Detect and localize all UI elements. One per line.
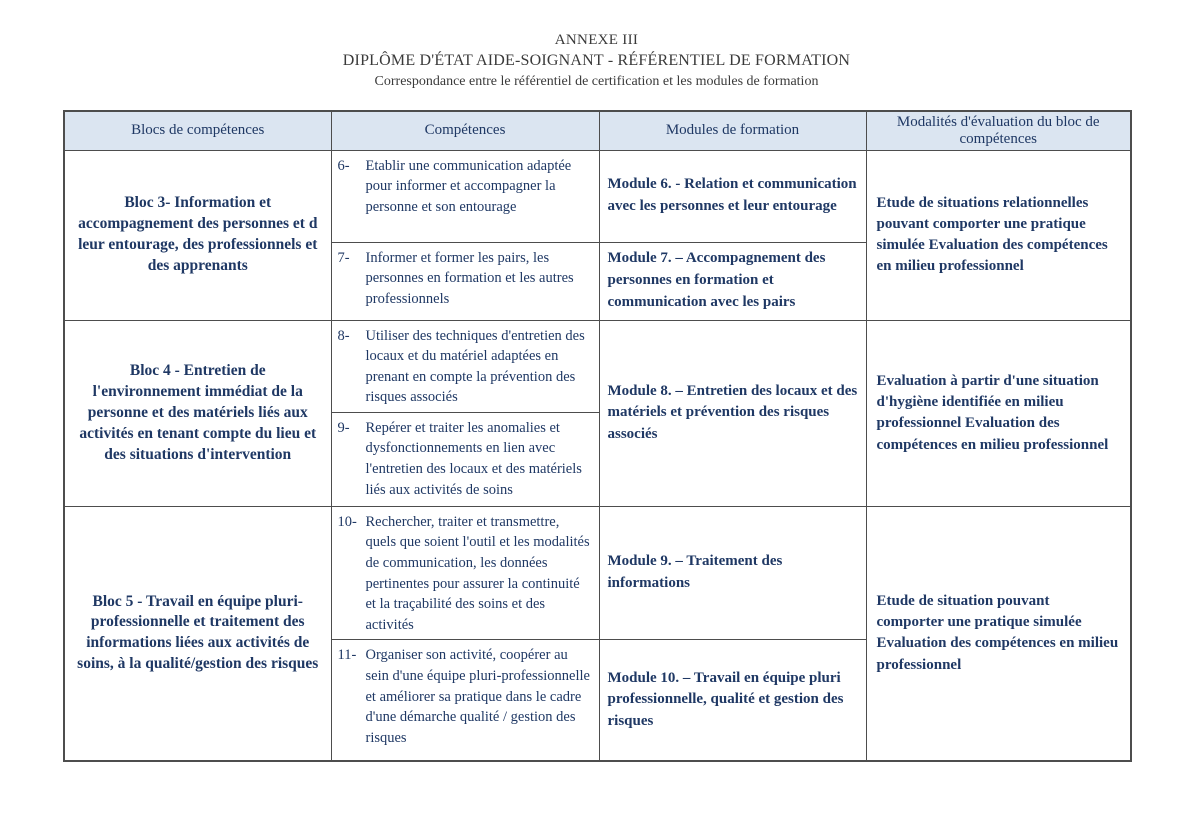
table-header-row: [64, 111, 1131, 150]
module-9-cell: Module 9. – Traitement des informations: [599, 506, 866, 639]
module-8-cell: Module 8. – Entretien des locaux et des matériels et prévention des risques associés: [599, 320, 866, 506]
competence-11-number: 11-: [337, 647, 357, 664]
competence-8-text: Utiliser des techniques d'entretien des locaux et du matériel adaptées en prenant en compte la prévention des risques associés: [365, 327, 585, 406]
competence-7-text: Informer et former les pairs, les personnes en formation et les autres professionnels: [365, 249, 574, 307]
competence-8-cell: [331, 320, 599, 412]
competence-11-cell: [331, 640, 599, 761]
table-row-bloc5-a: [64, 506, 1131, 639]
competence-6-cell: [331, 150, 599, 242]
evaluation-bloc-4-cell: Evaluation à partir d'une situation d'hygiène identifiée en milieu professionnel Evaluation des compétences en milieu professionnel: [866, 320, 1131, 506]
bloc-5-title-cell: Bloc 5 - Travail en équipe pluri-professionnelle et traitement des informations liées aux activités de soins, à la qualité/gestion des risques: [64, 506, 331, 760]
module-10-cell: Module 10. – Travail en équipe pluri professionnelle, qualité et gestion des risques: [599, 640, 866, 761]
column-header-competences: Compétences: [331, 111, 599, 150]
competence-6-number: 6-: [337, 157, 350, 174]
competence-7-number: 7-: [337, 249, 350, 266]
competence-9-number: 9-: [337, 419, 350, 436]
document-subtitle: Correspondance entre le référentiel de certification et les modules de formation: [374, 74, 819, 89]
evaluation-bloc-3-cell: Etude de situations relationnelles pouvant comporter une pratique simulée Evaluation des compétences en milieu professionnel: [866, 150, 1131, 320]
column-header-modalites-evaluation: Modalités d'évaluation du bloc de compétences: [866, 111, 1131, 150]
competence-10-item: [338, 512, 594, 635]
competence-8-item: [338, 326, 594, 408]
correspondence-table: [63, 110, 1132, 762]
competence-9-item: [338, 418, 594, 500]
competence-7-item: [338, 248, 594, 310]
column-header-modules-de-formation: Modules de formation: [599, 111, 866, 150]
document-title-block: [0, 32, 1193, 90]
bloc-4-title-cell: Bloc 4 - Entretien de l'environnement immédiat de la personne et des matériels liés aux activités en tenant compte du lieu et des situations d'intervention: [64, 320, 331, 506]
competence-9-cell: [331, 412, 599, 506]
document-main-title: DIPLÔME D'ÉTAT AIDE-SOIGNANT - RÉFÉRENTIEL DE FORMATION: [342, 52, 851, 69]
table-row-bloc4-a: [64, 320, 1131, 412]
competence-11-text: Organiser son activité, coopérer au sein d'une équipe pluri-professionnelle et améliorer sa pratique dans le cadre d'une démarche qualité / gestion des risques: [365, 647, 590, 746]
bloc-3-title-cell: Bloc 3- Information et accompagnement des personnes et d leur entourage, des professionnels et des apprenants: [64, 150, 331, 320]
module-6-cell: Module 6. - Relation et communication avec les personnes et leur entourage: [599, 150, 866, 242]
table-row-bloc3-a: [64, 150, 1131, 242]
competence-10-cell: [331, 506, 599, 639]
competence-6-item: [338, 156, 594, 218]
annex-number-title: ANNEXE III: [554, 32, 639, 48]
competence-9-text: Repérer et traiter les anomalies et dysfonctionnements en lien avec l'entretien des locaux et des matériels liés aux activités de soins: [365, 419, 582, 498]
module-7-cell: Module 7. – Accompagnement des personnes en formation et communication avec les pairs: [599, 242, 866, 320]
competence-10-text: Rechercher, traiter et transmettre, quels que soient l'outil et les modalités de communication, les données pertinentes pour assurer la continuité et la traçabilité des soins et des activités: [365, 513, 590, 633]
competence-7-cell: [331, 242, 599, 320]
evaluation-bloc-5-cell: Etude de situation pouvant comporter une pratique simulée Evaluation des compétences en milieu professionnel: [866, 506, 1131, 760]
competence-6-text: Etablir une communication adaptée pour informer et accompagner la personne et son entourage: [365, 157, 572, 215]
competence-8-number: 8-: [337, 327, 350, 344]
competence-10-number: 10-: [337, 513, 357, 530]
competence-11-item: [338, 645, 594, 748]
column-header-blocs-de-competences: Blocs de compétences: [64, 111, 331, 150]
